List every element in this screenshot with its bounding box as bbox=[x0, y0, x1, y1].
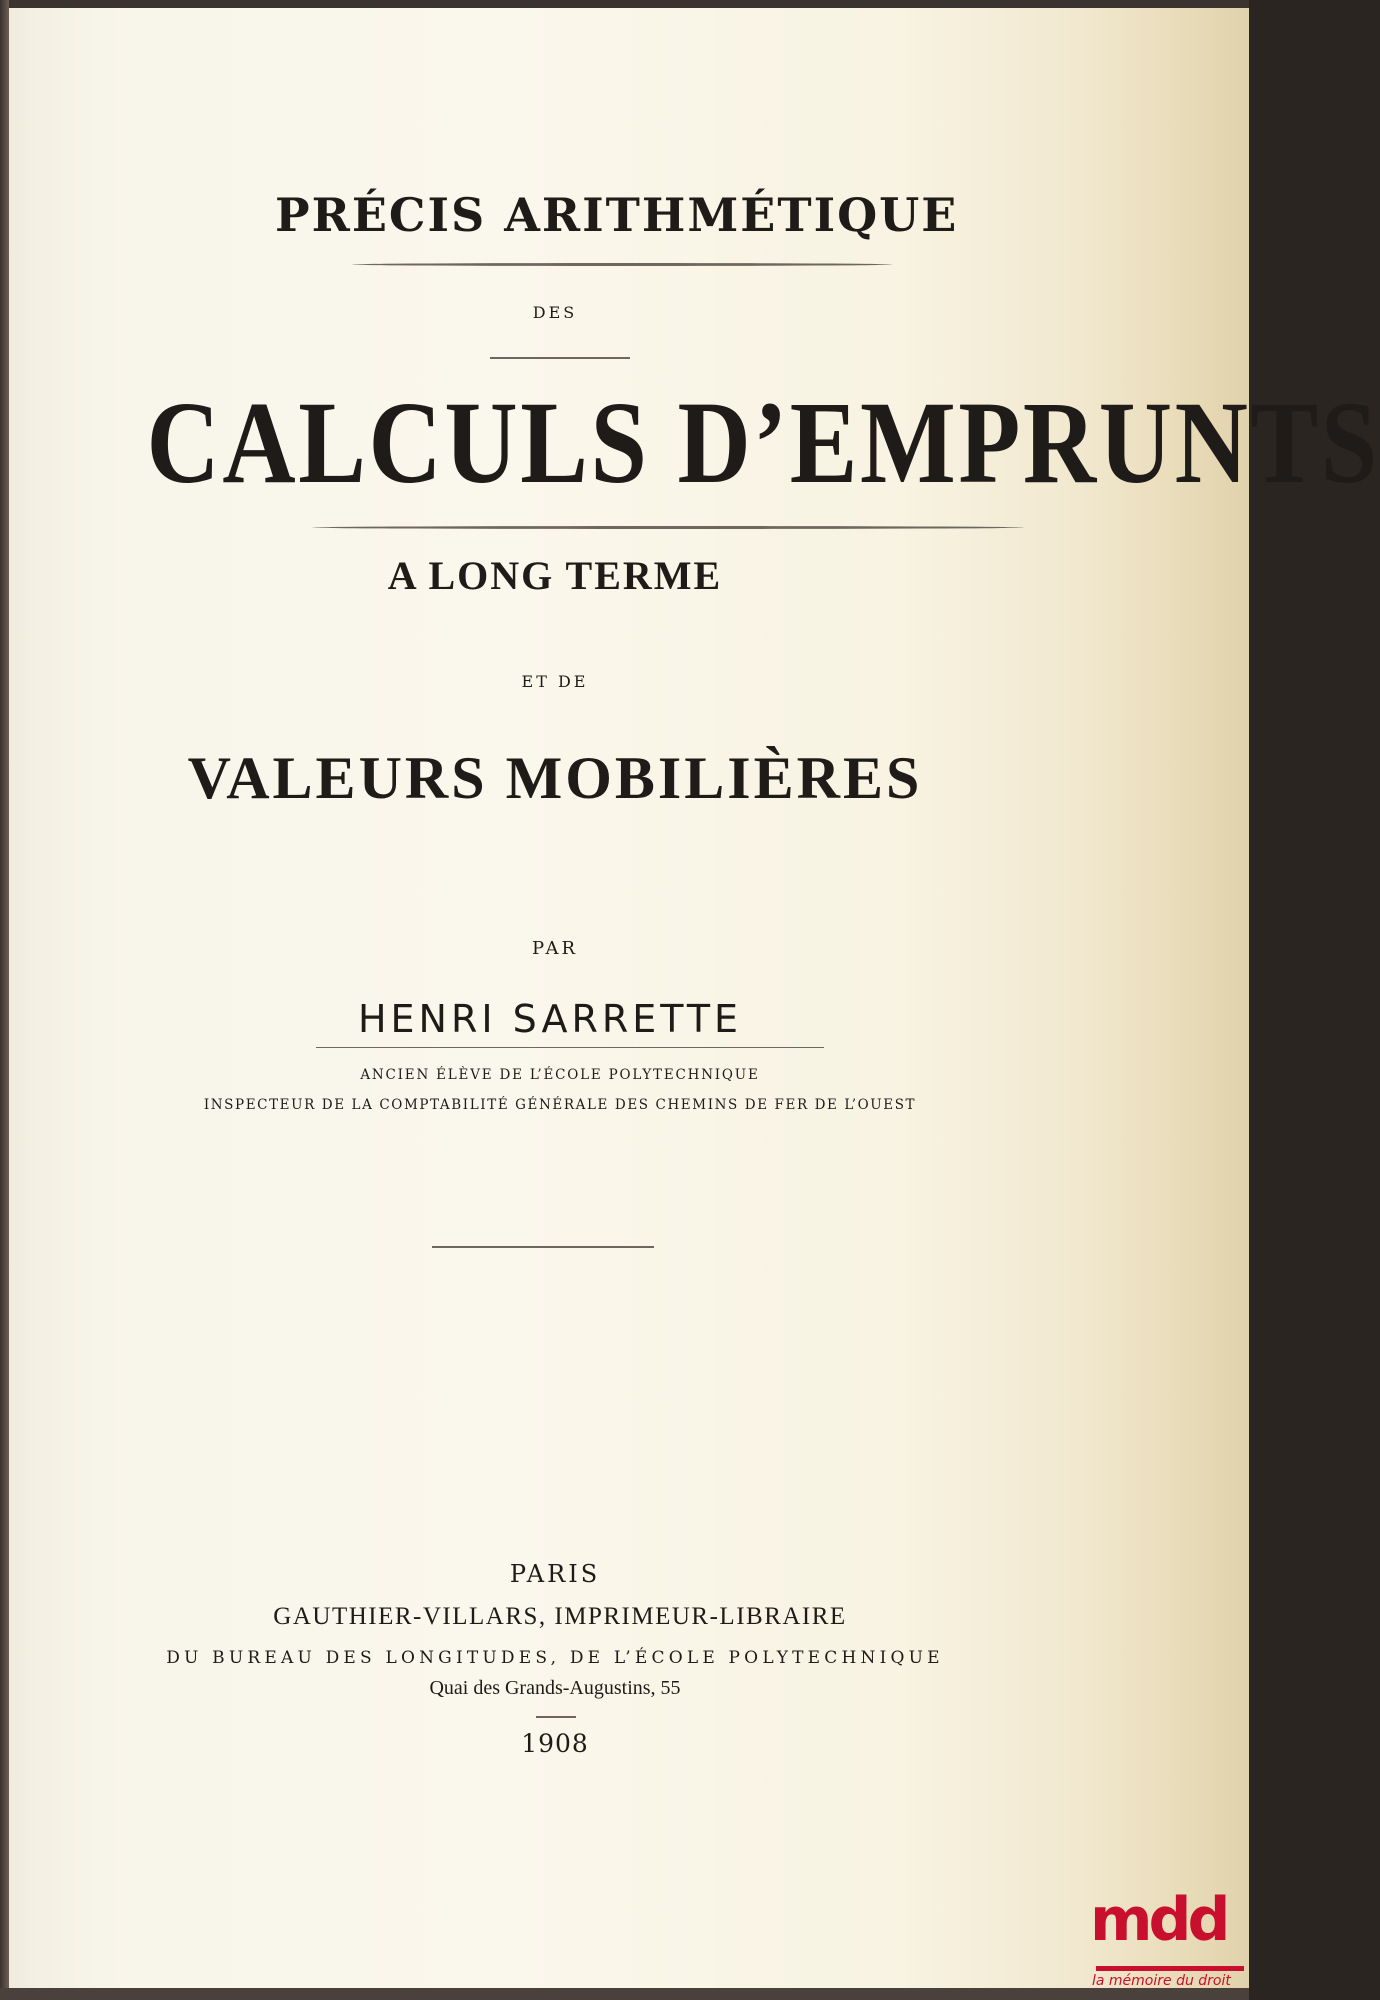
mdd-logo bbox=[1090, 1880, 1246, 1990]
imprint-address: Quai des Grands-Augustins, 55 bbox=[429, 1677, 681, 1699]
main-title: CALCULS D’EMPRUNTS bbox=[146, 377, 1380, 508]
title-connector-des: DES bbox=[532, 303, 578, 322]
decorative-rule bbox=[490, 357, 630, 359]
scan-edge-bottom bbox=[0, 1988, 1249, 2000]
decorative-rule bbox=[432, 1246, 654, 1248]
imprint-bureau: DU BUREAU DES LONGITUDES, DE L’ÉCOLE POLYTECHNIQUE bbox=[166, 1648, 944, 1668]
imprint-city: PARIS bbox=[509, 1560, 601, 1588]
logo-tagline: la mémoire du droit bbox=[1092, 1973, 1231, 1989]
decorative-rule bbox=[352, 263, 892, 266]
author-name: HENRI SARRETTE bbox=[357, 997, 743, 1041]
author-by-label: PAR bbox=[531, 938, 578, 959]
scan-edge-top bbox=[0, 0, 1249, 8]
decorative-rule bbox=[536, 1716, 576, 1718]
decorative-rule bbox=[312, 526, 1024, 529]
scan-edge-left bbox=[0, 0, 9, 1990]
secondary-title: VALEURS MOBILIÈRES bbox=[187, 745, 923, 811]
logo-mark: mdd bbox=[1090, 1885, 1227, 1955]
title-line-precis: PRÉCIS ARITHMÉTIQUE bbox=[275, 188, 959, 242]
imprint-publisher: GAUTHIER-VILLARS, IMPRIMEUR-LIBRAIRE bbox=[273, 1603, 847, 1630]
author-credential: ANCIEN ÉLÈVE DE L’ÉCOLE POLYTECHNIQUE bbox=[360, 1067, 760, 1083]
logo-underline bbox=[1096, 1966, 1244, 1971]
title-connector-et-de: ET DE bbox=[521, 672, 589, 691]
author-credential: INSPECTEUR DE LA COMPTABILITÉ GÉNÉRALE DES CHEMINS DE FER DE L’OUEST bbox=[203, 1097, 917, 1113]
decorative-rule bbox=[316, 1047, 824, 1048]
imprint-year: 1908 bbox=[521, 1729, 589, 1758]
subtitle-long-terme: A LONG TERME bbox=[387, 553, 723, 598]
